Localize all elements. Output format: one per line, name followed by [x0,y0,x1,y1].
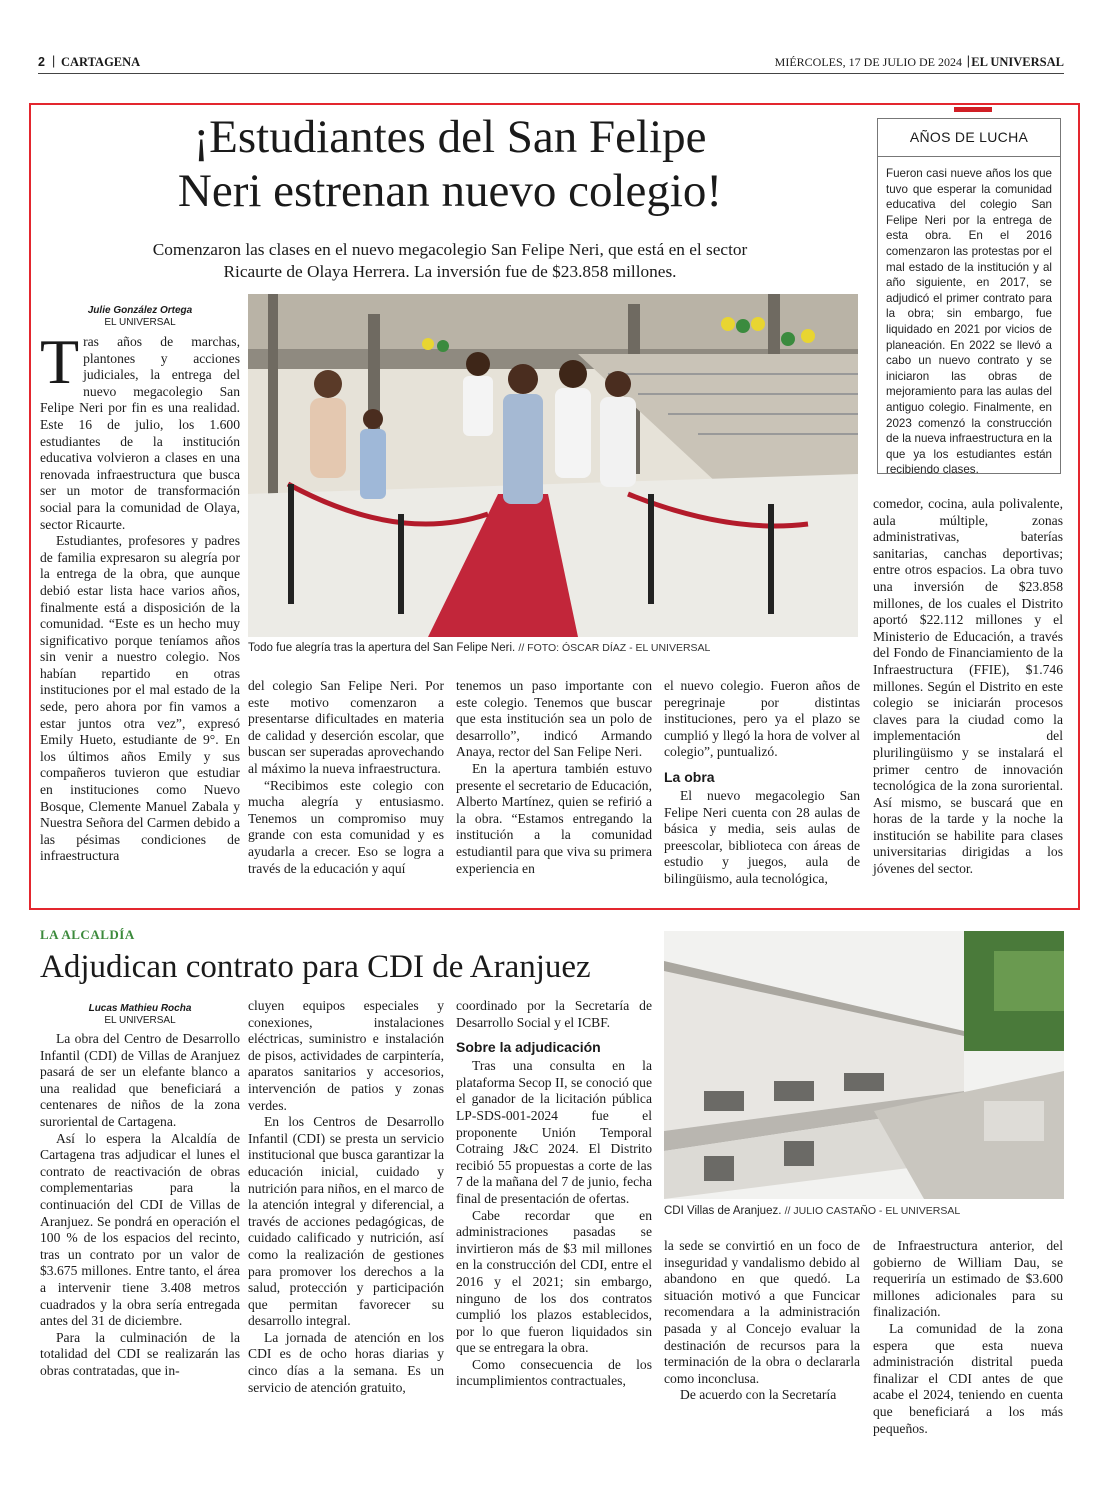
header-separator-2: | [966,54,970,68]
main-column-5 [873,496,1063,878]
second-headline: Adjudican contrato para CDI de Aranjuez [40,949,591,985]
second-column-4 [664,1238,860,1404]
second-byline [40,1003,240,1027]
section-name: CARTAGENA [61,55,141,69]
main-deck-line2: Ricaurte de Olaya Herrera. La inversión fue de $23.858 millones. [223,262,677,281]
main-col3-paragraph-2: En la apertura también estuvo presente el secretario de Educación, Alberto Martínez, quien se refirió a la obra. “Estamos entregando la institución a la comunidad estudiantil para que viva su primera experiencia en [456,760,652,876]
second-column-3 [456,998,652,1390]
second-col3-paragraph-2: Tras una consulta en la plataforma Secop II, se conoció que el ganador de la licitación pública LP-SDS-001-2024 fue el proponente Unión Temporal Cotraing J&C 2024. El Distrito recibió 55 propuestas a corte de las 7 de la mañana del 7 de junio, fecha final de presentación de ofertas. [456,1058,652,1206]
main-column-4 [664,678,860,888]
second-col4-paragraph-2: De acuerdo con la Secretaría [680,1387,837,1403]
header-separator: | [52,54,56,68]
main-deck-line1: Comenzaron las clases en el nuevo megacolegio San Felipe Neri, que está en el sector [152,240,748,259]
main-photo-caption [248,641,710,655]
main-col4-paragraph-2: El nuevo megacolegio San Felipe Neri cuenta con 28 aulas de básica y media, seis aulas de preescolar, biblioteca con áreas de estudio y juegos, aula de bilingüismo, aula tecnológica, [664,787,860,886]
main-headline [40,110,860,218]
second-photo-illustration [664,931,1064,1199]
second-byline-outlet: EL UNIVERSAL [104,1015,176,1026]
second-col4-paragraph-1: la sede se convirtió en un foco de inseguridad y vandalismo debido al abandono en que quedó. La situación motivó a que Funcicar recomendara a la administración pasada y al Concejo evaluar la destinación de recursos para la terminación de la obra o declararla como inconclusa. [664,1238,860,1386]
main-byline-outlet: EL UNIVERSAL [104,317,176,328]
main-col4-subhead: La obra [664,768,715,785]
dropcap: T [40,326,80,397]
second-col3-paragraph-1: coordinado por la Secretaría de Desarrollo Social y el ICBF. [456,998,652,1030]
main-col5-paragraph-1: comedor, cocina, aula polivalente, aula múltiple, zonas administrativas, baterías sanitarias, canchas deportivas; entre otros espacios. La obra tuvo una inversión de $23.858 millones, de los cuales el Distrito aportó $22.112 millones y el Ministerio de Educación, a través del Fondo de Financiamiento de la Infraestructura (FFIE), $1.746 millones. Según el Distrito en este colegio se iniciarán procesos claves para la ciudad como la implementación del plurilingüismo y se instalará el primer centro de innovación tecnológica de la zona suroriental. Así mismo, se buscará que en horas de la tarde y la noche la institución se habilite para clases universitarias dirigidas a los jóvenes del sector. [873,496,1063,877]
main-col2-paragraph-2: “Recibimos este colegio con mucha alegría y entusiasmo. Tenemos un compromiso muy grande con esta comunidad y es ayudarla a crecer. Eso se logra a través de la educación y aquí [248,777,444,876]
main-col1-paragraph-2: Estudiantes, profesores y padres de familia expresaron su alegría por la entrega de la obra, que aunque debió estar lista hace varios años, finalmente está a disposición de la comunidad. “Este es un hecho muy significativo porque teníamos años sin venir a nuestro colegio. Nos habían repartido en otras instituciones por el mal estado de la sede, pero ahora por fin vamos a estar juntos otra vez”, expresó Emily Hueto, estudiante de 9°. En los últimos años Emily y sus compañeros tuvieron que estudiar en instituciones como Nuevo Bosque, Clemente Manuel Zabala y Nuestra Señora del Carmen debido a las pésimas condiciones de infraestructura [40,533,240,864]
main-col3-paragraph-1: tenemos un paso importante con este colegio. Tenemos que buscar que esta institución sea un polo de desarrollo”, indicó Armando Anaya, rector del San Felipe Neri. [456,678,652,760]
main-photo-caption-text: Todo fue alegría tras la apertura del San Felipe Neri. [248,642,516,654]
main-col2-paragraph-1: del colegio San Felipe Neri. Por este motivo comenzaron a presentarse dificultades en materia de calidad y deserción escolar, que buscan ser superadas aprovechando al máximo la nueva infraestructura. [248,678,444,776]
second-col3-subhead: Sobre la adjudicación [456,1039,601,1056]
sidebar-box [877,118,1061,477]
second-photo-caption [664,1204,960,1218]
second-col1-paragraph-3: Para la culminación de la totalidad del CDI se realizarán las obras contratadas, que in- [40,1329,240,1378]
page-header [38,53,1064,73]
second-byline-name: Lucas Mathieu Rocha [88,1003,192,1014]
sidebar-title: AÑOS DE LUCHA [909,129,1029,145]
main-photo-credit: // FOTO: ÓSCAR DÍAZ - EL UNIVERSAL [518,642,711,654]
second-col5-paragraph-2: La comunidad de la zona espera que esta nueva administración distrital pueda finalizar el CDI antes de que acabe el 2024, teniendo en cuenta que beneficiará a los más pequeños. [873,1320,1063,1436]
main-headline-line2: Neri estrenan nuevo colegio! [177,165,723,217]
main-column-1 [40,326,240,865]
second-column-5 [873,1238,1063,1437]
sidebar-accent-bar [954,107,992,112]
main-col1-paragraph-1: Tras años de marchas, plantones y acciones judiciales, la entrega del nuevo megacolegio San Felipe Neri por fin es una realidad. Este 16 de julio, los 1.600 estudiantes de la institución educativa volvieron a clases en una renovada infraestructura que busca ser un motor de transformación social para la comunidad de Olaya, sector Ricaurte. [40,326,240,532]
main-headline-line1: ¡Estudiantes del San Felipe [193,111,707,163]
main-col4-paragraph-1: el nuevo colegio. Fueron años de peregrinaje por distintas instituciones, pero ya el plazo se cumplió y llegó la hora de volver al colegio”, puntualizó. [664,678,860,760]
second-col3-paragraph-3: Cabe recordar que en administraciones pasadas se invirtieron más de $3 mil millones en la construcción del CDI, entre el 2016 y el 2021; sin embargo, ninguno de los dos contratos cumplió los plazos establecidos, por lo que fueron liquidados sin que se entregara la obra. [456,1207,652,1356]
main-column-2 [248,678,444,877]
main-photo-illustration [248,294,858,637]
main-deck [40,239,860,283]
second-col2-paragraph-1: cluyen equipos especiales y conexiones, instalaciones eléctricas, suministro e instalación de pisos, actividades de carpintería, aparatos sanitarios y accesorios, intervención de patios y zonas verdes. [248,998,444,1113]
second-photo [664,931,1064,1199]
second-col2-paragraph-3: La jornada de atención en los CDI es de ocho horas diarias y cinco días a la semana. Es un servicio de atención gratuito, [248,1329,444,1395]
second-column-1 [40,1031,240,1379]
page-number: 2 [38,55,45,69]
main-column-3 [456,678,652,877]
sidebar-text: Fueron casi nueve años los que tuvo que esperar la comunidad educativa del colegio San Felipe Neri por la entrega de esta obra. En el 2016 comenzaron las protestas por el mal estado de la institución y al año siguiente, en 2017, se adjudicó el primer contrato para la obra; sin embargo, fue liquidado en 2021 por vicios de planeación. En 2022 se llevó a cabo un nuevo contrato y se iniciaron las obras de mejoramiento para las aulas del antiguo colegio. Finalmente, en 2023 comenzó la construcción de la nueva infraestructura en la que ya los estudiantes están recibiendo clases. [886,167,1052,477]
issue-date: MIÉRCOLES, 17 DE JULIO DE 2024 [774,55,962,69]
second-kicker: LA ALCALDÍA [40,927,135,942]
second-col1-paragraph-1: La obra del Centro de Desarrollo Infantil (CDI) de Villas de Aranjuez pasará de ser un elefante blanco a una realidad que beneficiará a centenares de niños de la zona suroriental de Cartagena. [40,1031,240,1129]
second-column-2 [248,998,444,1396]
sidebar-title-rule [878,156,1060,157]
second-col2-paragraph-2: En los Centros de Desarrollo Infantil (CDI) se presta un servicio institucional que busca garantizar la educación inicial, cuidado y nutrición para niños, en el marco de la atención integral y diferencial, a través de acciones pedagógicas, de cuidado calificado y nutrición, así como la realización de gestiones para promover los derechos a la salud, protección y participación que permitan favorecer su desarrollo integral. [248,1114,444,1329]
main-photo [248,294,858,637]
second-col3-paragraph-4: Como consecuencia de los incumplimientos contractuales, [456,1356,652,1389]
newspaper-name: EL UNIVERSAL [971,55,1064,69]
second-col5-paragraph-1: de Infraestructura anterior, del gobierno de William Dau, se requeriría un estimado de $3.600 millones adicionales para su finalización. [873,1238,1063,1320]
second-col1-paragraph-2: Así lo espera la Alcaldía de Cartagena tras adjudicar el lunes el contrato de reactivación de obras complementarias para la continuación del CDI de Villas de Aranjuez. Se pondrá en operación el 100 % de los espacios del recinto, tras un contrato por un valor de $3.675 millones. Entre tanto, el área a intervenir tiene 3.408 metros cuadrados y la obra sería entregada antes del 31 de diciembre. [40,1130,240,1329]
main-byline-name: Julie González Ortega [87,305,193,316]
second-photo-caption-text: CDI Villas de Aranjuez. [664,1205,782,1217]
second-photo-credit: // JULIO CASTAÑO - EL UNIVERSAL [784,1205,961,1217]
header-rule [38,73,1064,74]
